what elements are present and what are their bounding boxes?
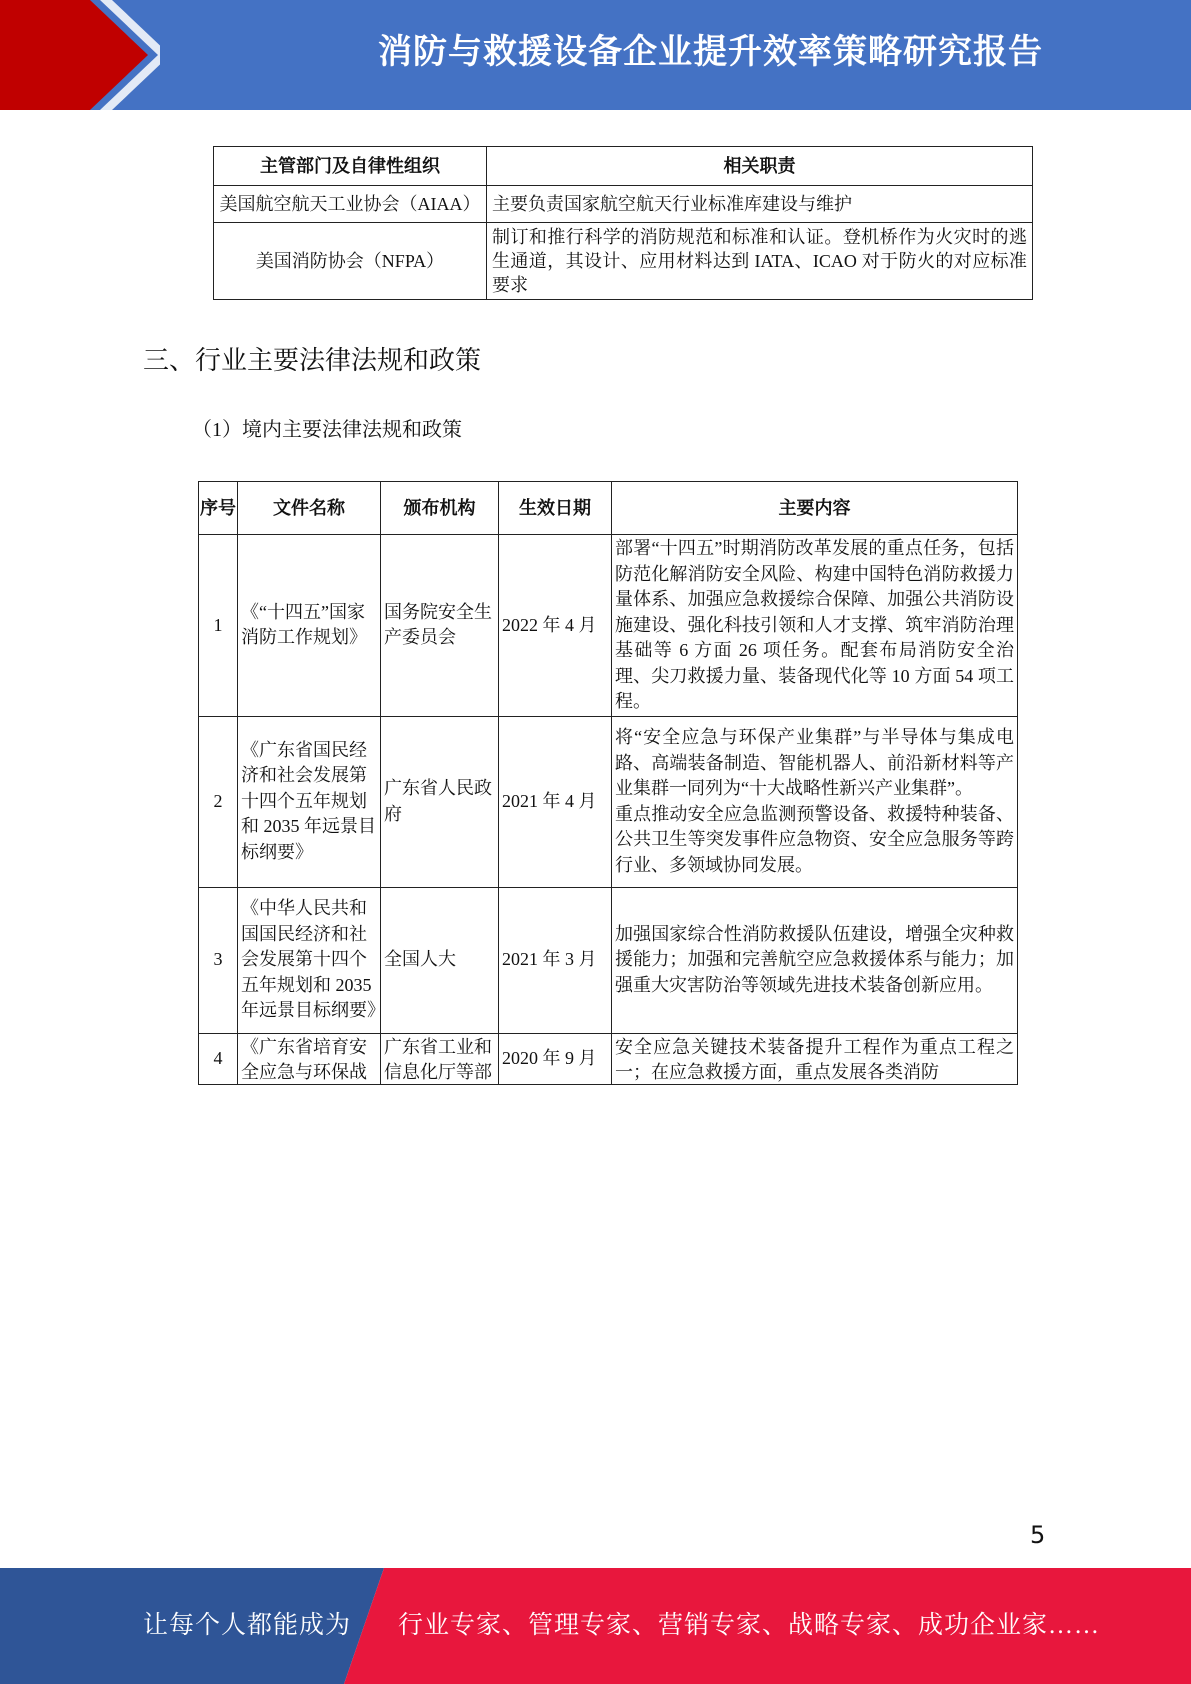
- content-cell: 部署“十四五”时期消防改革发展的重点任务，包括防范化解消防安全风险、构建中国特色消防救援力量体系、加强应急救援综合保障、加强公共消防设施建设、强化科技引领和人才支撑、筑牢消防治理基础等 6 方面 26 项任务。配套布局消防安全治理、尖刀救援力量、装备现代化等 10 方面 54 项工程。: [612, 535, 1018, 717]
- content-cell: [612, 1033, 1018, 1084]
- table-row: [214, 186, 1033, 223]
- policy-table-header: 文件名称: [238, 482, 381, 535]
- document-name-cell: 《中华人民共和国国民经济和社会发展第十四个五年规划和 2035 年远景目标纲要》: [238, 887, 381, 1033]
- footer-banner: [0, 1568, 1191, 1684]
- org-duty-cell: 主要负责国家航空航天行业标准库建设与维护: [487, 186, 1033, 223]
- content-text: 安全应急关键技术装备提升工程作为重点工程之一；在应急救援方面，重点发展各类消防: [615, 1036, 1014, 1082]
- table-row: [199, 535, 1018, 717]
- policy-table-header-row: [199, 482, 1018, 535]
- agency-cell: 广东省人民政府: [381, 716, 499, 887]
- content-cell: [612, 716, 1018, 887]
- date-cell: 2022 年 4 月: [499, 535, 612, 717]
- agency-cell: 国务院安全生产委员会: [381, 535, 499, 717]
- content-paragraph: 将“安全应急与环保产业集群”与半导体与集成电路、高端装备制造、智能机器人、前沿新材料等产业集群一同列为“十大战略性新兴产业集群”。: [615, 727, 1014, 798]
- table-row: [214, 223, 1033, 300]
- document-name-cell: [238, 1033, 381, 1084]
- document-name-cell: 《“十四五”国家消防工作规划》: [238, 535, 381, 717]
- document-name-cell: 《广东省国民经济和社会发展第十四个五年规划和 2035 年远景目标纲要》: [238, 716, 381, 887]
- table-row: [199, 1033, 1018, 1084]
- row-number-cell: 4: [199, 1033, 238, 1084]
- policy-table-header: 主要内容: [612, 482, 1018, 535]
- policy-table-header: 颁布机构: [381, 482, 499, 535]
- footer-slogan-left: 让每个人都能成为: [143, 1612, 352, 1639]
- table-row: [199, 716, 1018, 887]
- policy-table-header: 序号: [199, 482, 238, 535]
- document-name-text: 《广东省培育安全应急与环保战: [241, 1036, 367, 1082]
- org-table-header: 相关职责: [487, 147, 1033, 186]
- row-number-cell: 2: [199, 716, 238, 887]
- footer-slogan-right: 行业专家、管理专家、营销专家、战略专家、成功企业家……: [398, 1612, 1101, 1639]
- date-cell: 2021 年 4 月: [499, 716, 612, 887]
- org-name-cell: 美国消防协会（NFPA）: [214, 223, 487, 300]
- content-paragraph: 重点推动安全应急监测预警设备、救援特种装备、公共卫生等突发事件应急物资、安全应急服务等跨行业、多领域协同发展。: [615, 803, 1014, 875]
- org-table-header: 主管部门及自律性组织: [214, 147, 487, 186]
- page-number: 5: [1030, 1521, 1046, 1549]
- row-number-cell: 1: [199, 535, 238, 717]
- red-chevron-decoration: [0, 0, 160, 110]
- date-cell: 2021 年 3 月: [499, 887, 612, 1033]
- org-table: [213, 146, 1033, 300]
- agency-cell: 全国人大: [381, 887, 499, 1033]
- agency-cell: [381, 1033, 499, 1084]
- table-row: [199, 887, 1018, 1033]
- agency-text: 广东省工业和信息化厅等部: [384, 1036, 492, 1082]
- policy-table: [198, 481, 1018, 1085]
- policy-table-header: 生效日期: [499, 482, 612, 535]
- report-title: 消防与救援设备企业提升效率策略研究报告: [378, 32, 1043, 72]
- org-name-cell: 美国航空航天工业协会（AIAA）: [214, 186, 487, 223]
- date-cell: 2020 年 9 月: [499, 1033, 612, 1084]
- org-table-header-row: [214, 147, 1033, 186]
- section-heading: 三、行业主要法律法规和政策: [143, 346, 482, 376]
- sub-heading: （1）境内主要法律法规和政策: [192, 419, 462, 441]
- row-number-cell: 3: [199, 887, 238, 1033]
- content-cell: 加强国家综合性消防救援队伍建设，增强全灾种救援能力；加强和完善航空应急救援体系与能力；加强重大灾害防治等领域先进技术装备创新应用。: [612, 887, 1018, 1033]
- org-duty-cell: 制订和推行科学的消防规范和标准和认证。登机桥作为火灾时的逃生通道，其设计、应用材料达到 IATA、ICAO 对于防火的对应标准要求: [487, 223, 1033, 300]
- header-banner: [0, 0, 1191, 110]
